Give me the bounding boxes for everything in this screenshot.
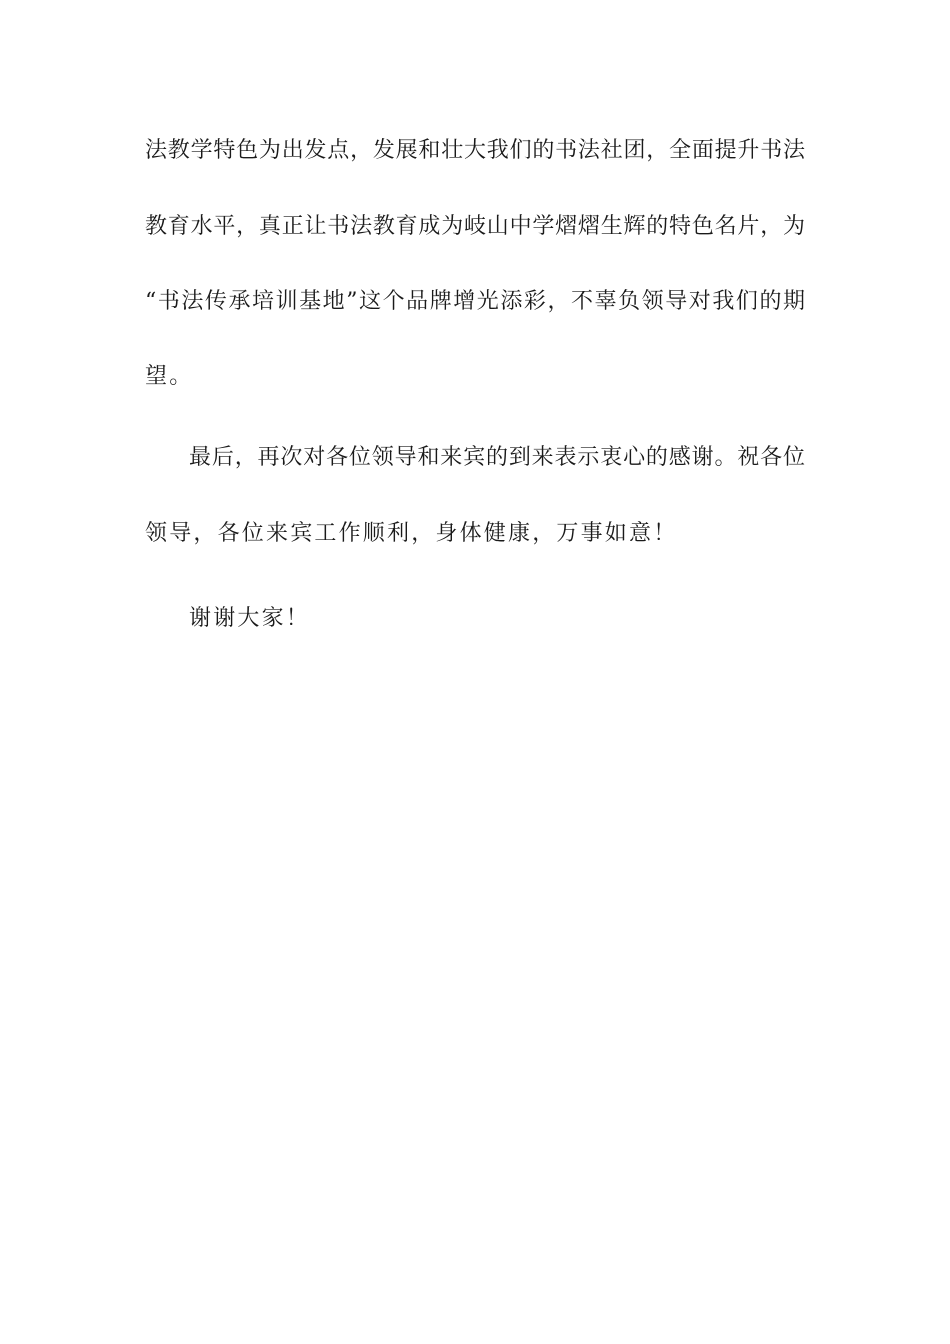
text-line: 法教学特色为出发点，发展和壮大我们的书法社团，全面提升书法 xyxy=(145,138,805,163)
text-line: 教育水平，真正让书法教育成为岐山中学熠熠生辉的特色名片，为 xyxy=(145,214,805,239)
text-line: 领导，各位来宾工作顺利，身体健康，万事如意！ xyxy=(145,521,678,546)
text-line: “书法传承培训基地”这个品牌增光添彩，不辜负领导对我们的期 xyxy=(145,289,805,314)
text-line: 谢谢大家！ xyxy=(189,606,311,631)
text-line: 最后，再次对各位领导和来宾的到来表示衷心的感谢。祝各位 xyxy=(189,445,805,470)
text-line: 望。 xyxy=(145,364,194,389)
